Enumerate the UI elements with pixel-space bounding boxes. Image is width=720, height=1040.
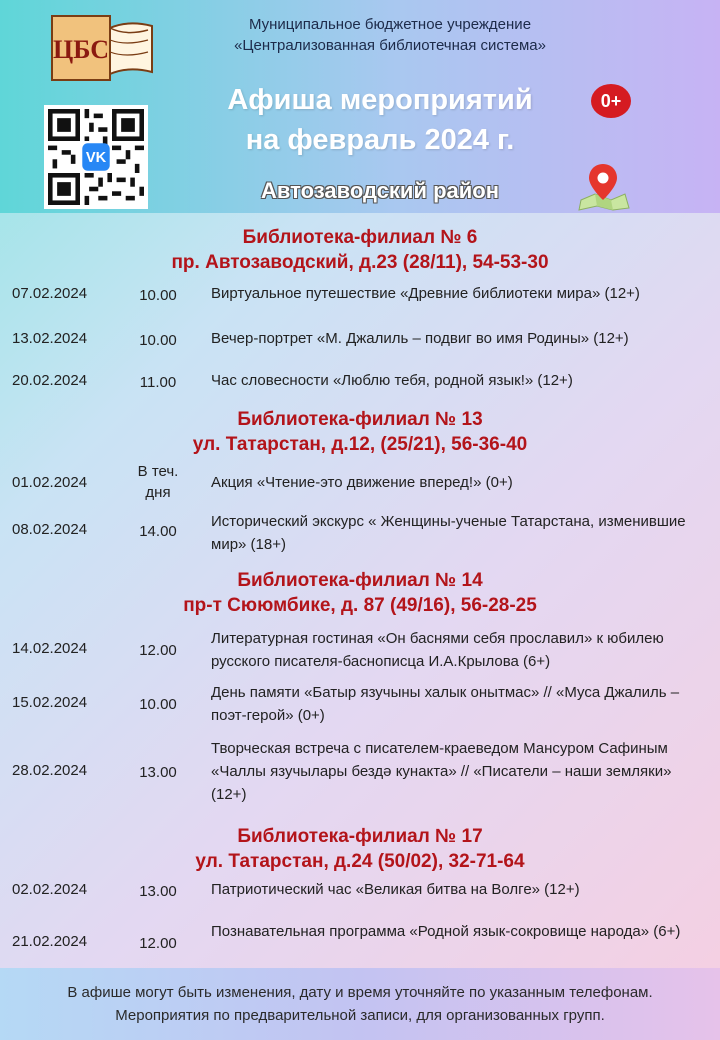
event-time: 13.00 [139, 764, 177, 781]
event-description: Вечер-портрет «М. Джалиль – подвиг во имя Родины» (12+) [211, 330, 629, 347]
event-time: 12.00 [139, 642, 177, 659]
branch-address: пр-т Сююмбике, д. 87 (49/16), 56-28-25 [183, 595, 537, 616]
branch-section [0, 407, 720, 553]
age-rating-badge: 0+ [591, 84, 631, 118]
event-time: 10.00 [139, 696, 177, 713]
event-date: 21.02.2024 [12, 933, 88, 950]
branch-name: Библиотека-филиал № 17 [237, 826, 483, 847]
event-time: 10.00 [139, 287, 177, 304]
event-description: Познавательная программа «Родной язык-сокровище народа» (6+) [211, 923, 681, 940]
page-title [170, 80, 590, 160]
branch-address: ул. Татарстан, д.24 (50/02), 32-71-64 [195, 851, 525, 872]
event-time: 13.00 [139, 883, 177, 900]
branch-name: Библиотека-филиал № 14 [237, 570, 483, 591]
library-logo [48, 14, 158, 84]
branch-title [0, 568, 720, 618]
event-date: 14.02.2024 [12, 640, 88, 657]
vk-qr-code[interactable] [44, 105, 148, 209]
event-description: День памяти «Батыр язучыны халык онытмас» // «Муса Джалиль – поэт-герой» (0+) [211, 684, 680, 724]
event-date: 02.02.2024 [12, 881, 88, 898]
event-date: 15.02.2024 [12, 694, 88, 711]
event-description: Час словесности «Люблю тебя, родной язык!» (12+) [211, 372, 573, 389]
event-time: 11.00 [139, 374, 177, 391]
event-time: 12.00 [139, 935, 177, 952]
event-date: 28.02.2024 [12, 762, 88, 779]
branch-title [0, 824, 720, 874]
organization-name [190, 14, 590, 56]
branch-name: Библиотека-филиал № 13 [237, 409, 483, 430]
title-line-2: на февраль 2024 г. [245, 124, 515, 156]
branch-section [0, 568, 720, 803]
map-pin-icon [575, 160, 631, 212]
footer-note [0, 968, 720, 1040]
branch-title [0, 407, 720, 457]
branch-address: ул. Татарстан, д.12, (25/21), 56-36-40 [192, 434, 528, 455]
branch-section [0, 824, 720, 952]
event-time: 10.00 [139, 332, 177, 349]
org-line-2: «Централизованная библиотечная система» [234, 37, 546, 54]
footer-line-2: Мероприятия по предварительной записи, для организованных групп. [115, 1007, 605, 1024]
header-banner [0, 0, 720, 213]
footer-line-1: В афише могут быть изменения, дату и время уточняйте по указанным телефонам. [67, 984, 653, 1001]
vk-label: VK [85, 150, 107, 167]
event-description: Творческая встреча с писателем-краеведом Мансуром Сафиным «Чаллы язучылары бездә кунакта» // «Писатели – наши земляки» (12+) [211, 740, 672, 803]
branch-name: Библиотека-филиал № 6 [242, 227, 478, 248]
event-date: 20.02.2024 [12, 372, 88, 389]
branch-section [0, 225, 720, 391]
event-date: 13.02.2024 [12, 330, 88, 347]
district-name: Автозаводский район [260, 178, 500, 203]
event-time: В теч. дня [137, 463, 179, 501]
title-line-1: Афиша мероприятий [227, 84, 533, 116]
event-description: Патриотический час «Великая битва на Волге» (12+) [211, 881, 580, 898]
branch-title [0, 225, 720, 275]
event-time: 14.00 [139, 523, 177, 540]
event-date: 08.02.2024 [12, 521, 88, 538]
branch-address: пр. Автозаводский, д.23 (28/11), 54-53-30 [171, 252, 549, 273]
event-date: 07.02.2024 [12, 285, 88, 302]
logo-text: ЦБС [52, 35, 110, 64]
event-description: Литературная гостиная «Он баснями себя прославил» к юбилею русского писателя-баснописца И.А.Крылова (6+) [211, 630, 664, 670]
event-date: 01.02.2024 [12, 474, 88, 491]
event-description: Исторический экскурс « Женщины-ученые Татарстана, изменившие мир» (18+) [211, 513, 686, 553]
org-line-1: Муниципальное бюджетное учреждение [248, 16, 532, 33]
event-description: Виртуальное путешествие «Древние библиотеки мира» (12+) [211, 285, 640, 302]
event-description: Акция «Чтение-это движение вперед!» (0+) [211, 474, 513, 491]
